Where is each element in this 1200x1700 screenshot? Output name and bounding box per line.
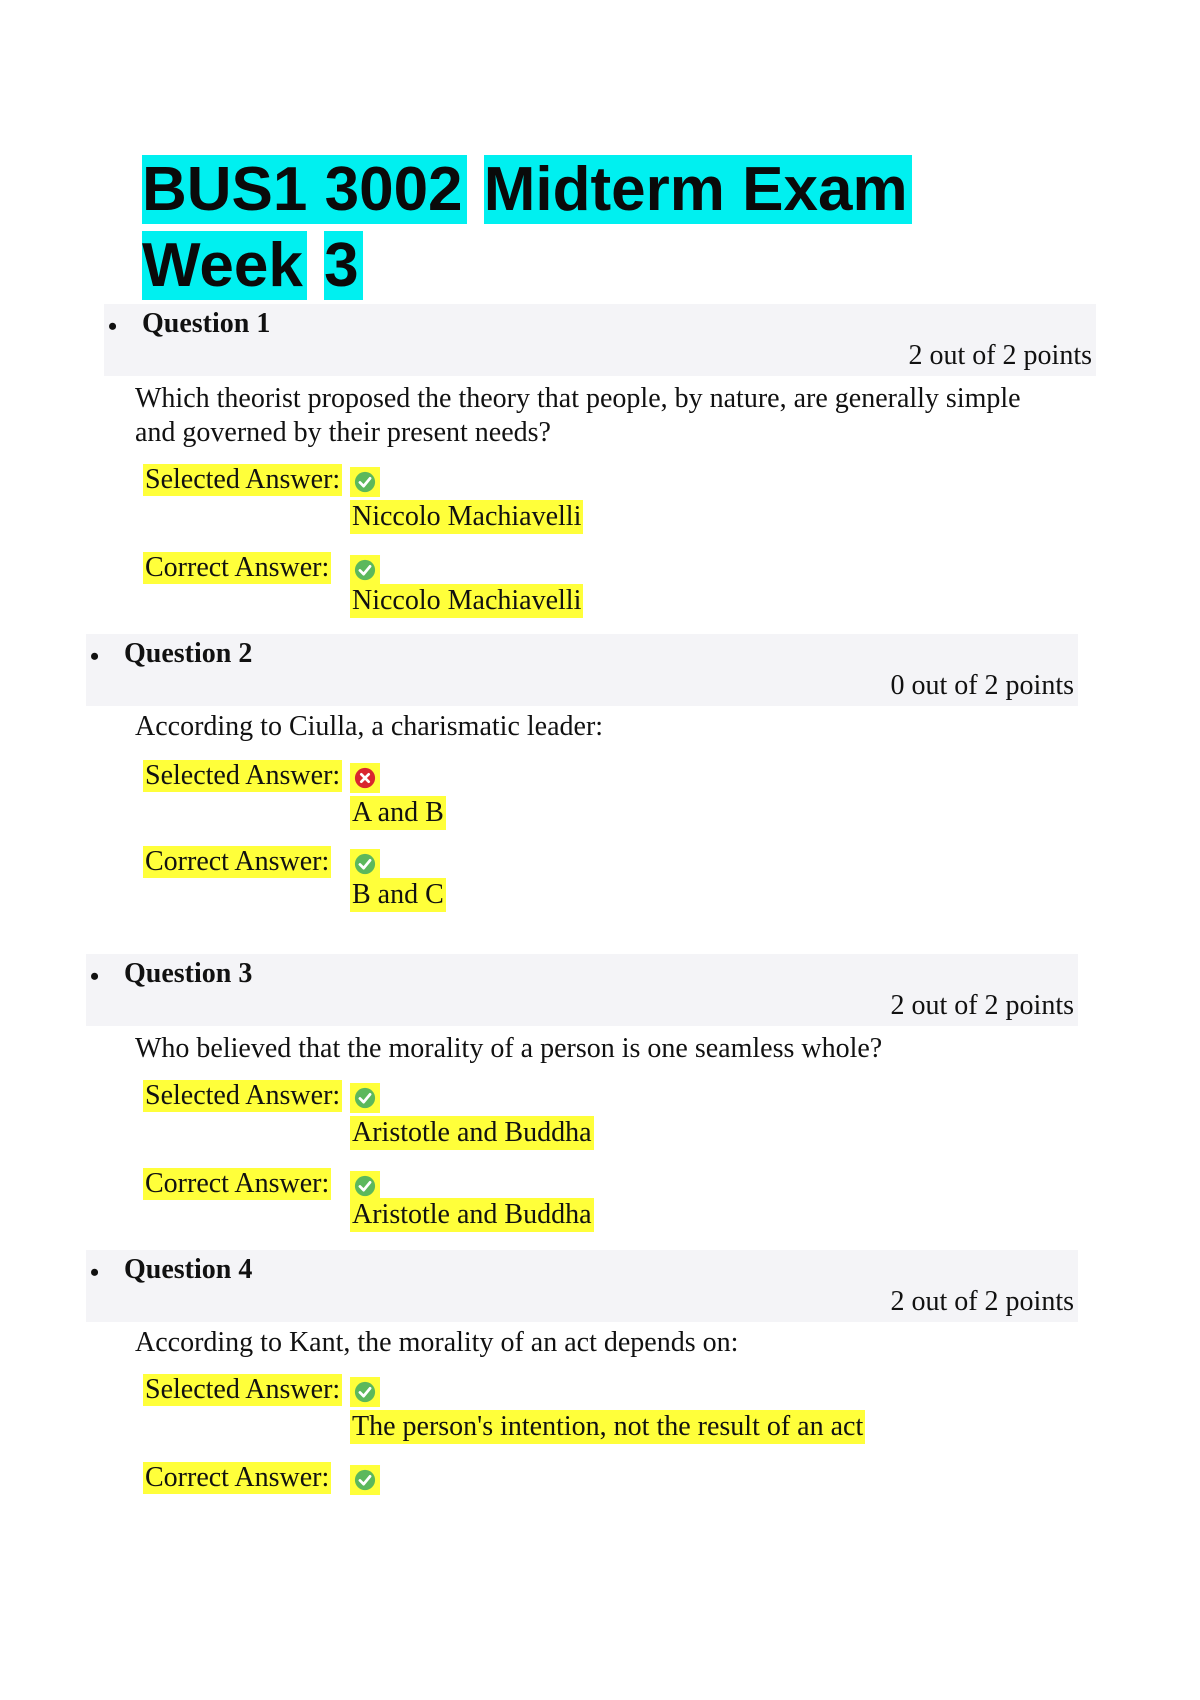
check-icon [350,555,380,585]
question-points: 0 out of 2 points [890,670,1074,701]
check-icon [350,467,380,497]
correct-answer: Niccolo Machiavelli [352,585,582,616]
question-points: 2 out of 2 points [908,340,1092,371]
selected-answer-label: Selected Answer: [145,760,341,791]
question-text: Which theorist proposed the theory that people, by nature, are generally simple and governed by their present needs? [135,383,1021,448]
selected-answer-label: Selected Answer: [145,1080,341,1111]
check-icon [350,1083,380,1113]
bullet: • [90,1258,100,1287]
correct-answer-label: Correct Answer: [145,846,330,877]
question-points: 2 out of 2 points [890,990,1074,1021]
selected-answer: The person's intention, not the result of an act [352,1411,864,1442]
page-title [142,152,912,304]
correct-answer-label: Correct Answer: [145,1462,330,1493]
correct-answer-label: Correct Answer: [145,1168,330,1199]
selected-answer-label: Selected Answer: [145,1374,341,1405]
title-part: Midterm Exam [484,155,912,224]
selected-answer: Niccolo Machiavelli [352,501,582,532]
question-label: Question 2 [124,638,253,669]
correct-answer: Aristotle and Buddha [352,1199,592,1230]
bullet: • [108,312,118,341]
question-text: According to Kant, the morality of an act depends on: [135,1327,739,1358]
bullet: • [90,642,100,671]
question-label: Question 1 [142,308,271,339]
check-icon [350,849,380,879]
selected-answer: A and B [352,797,444,828]
bullet: • [90,962,100,991]
title-part: Week [142,231,307,300]
check-icon [350,1171,380,1201]
correct-answer-label: Correct Answer: [145,552,330,583]
selected-answer-label: Selected Answer: [145,464,341,495]
title-part: 3 [324,231,362,300]
question-points: 2 out of 2 points [890,1286,1074,1317]
question-header [86,954,1078,1026]
check-icon [350,1377,380,1407]
correct-answer: B and C [352,879,444,910]
question-header [86,1250,1078,1322]
title-part: BUS1 3002 [142,155,467,224]
question-text: According to Ciulla, a charismatic leader: [135,711,604,742]
question-label: Question 3 [124,958,253,989]
question-text: Who believed that the morality of a person is one seamless whole? [135,1033,883,1064]
question-label: Question 4 [124,1254,253,1285]
question-header [86,634,1078,706]
check-icon [350,1465,380,1495]
question-header [104,304,1096,376]
wrong-icon [350,763,380,793]
selected-answer: Aristotle and Buddha [352,1117,592,1148]
